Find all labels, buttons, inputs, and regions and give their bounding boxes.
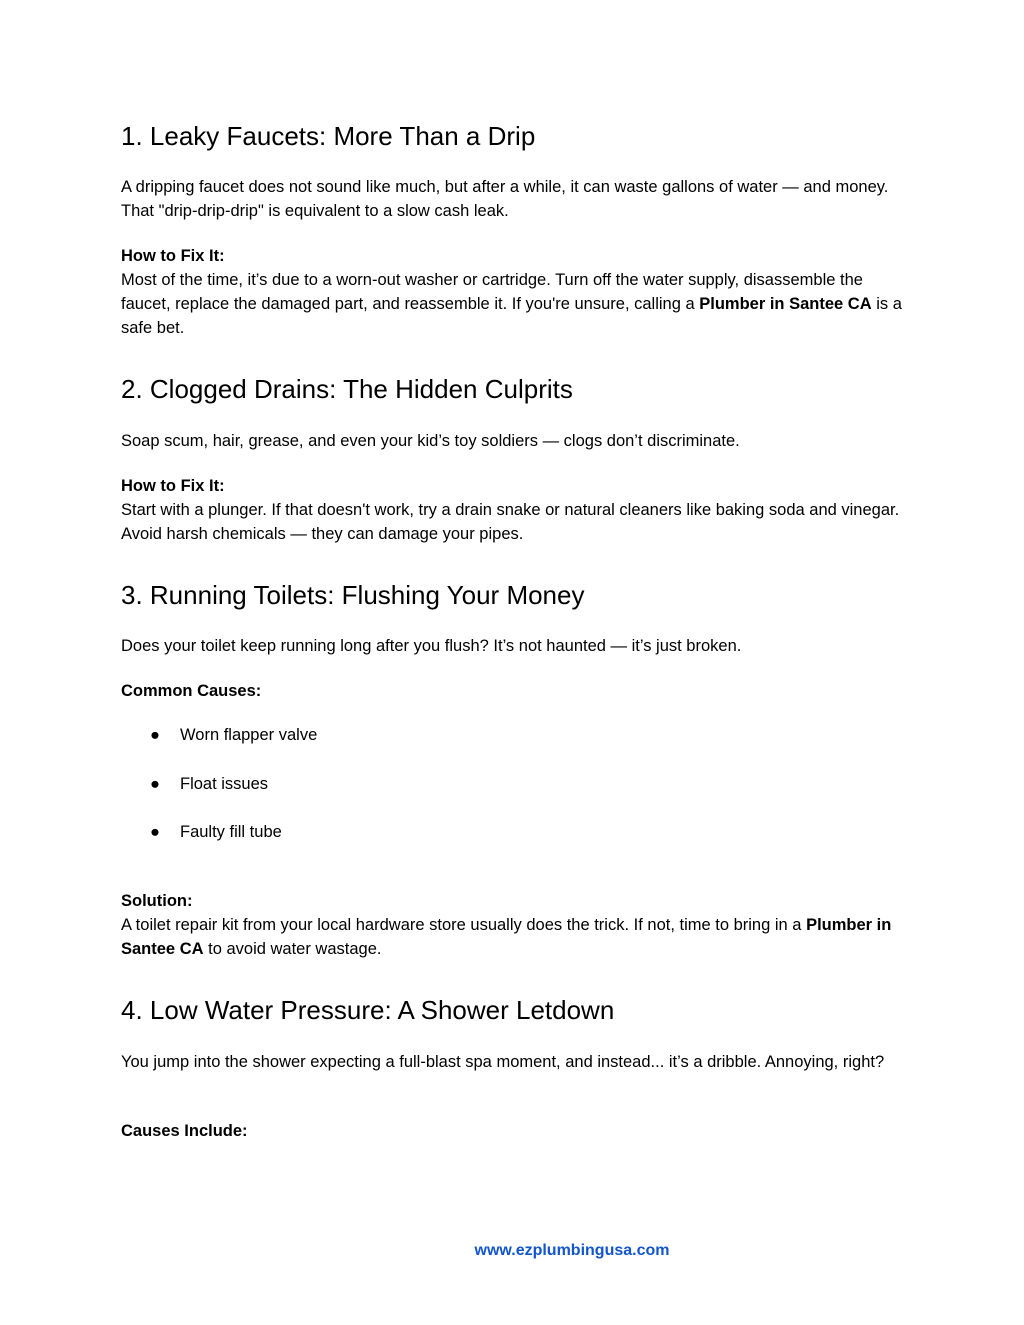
list-item-text: Float issues xyxy=(180,775,269,793)
section-4-heading: 4. Low Water Pressure: A Shower Letdown xyxy=(121,995,615,1025)
section-1-body-tail: is a safe bet. xyxy=(121,295,902,337)
list-item xyxy=(150,772,268,796)
section-1-body xyxy=(121,268,911,340)
section-3-label: Common Causes: xyxy=(121,682,262,700)
section-2-heading: 2. Clogged Drains: The Hidden Culprits xyxy=(121,374,573,404)
section-1-body-bold: Plumber in Santee CA xyxy=(699,295,872,313)
bullet-icon: ● xyxy=(150,775,160,793)
section-2-label: How to Fix It: xyxy=(121,477,225,495)
section-4-intro: You jump into the shower expecting a full-blast spa moment, and instead... it’s a dribble. Annoying, right? xyxy=(121,1053,885,1071)
section-1-heading: 1. Leaky Faucets: More Than a Drip xyxy=(121,121,536,151)
section-1-intro: A dripping faucet does not sound like much, but after a while, it can waste gallons of water — and money. That "drip-drip-drip" is equivalent to a slow cash leak. xyxy=(121,178,889,220)
section-3-solution-label: Solution: xyxy=(121,892,193,910)
list-item-text: Faulty fill tube xyxy=(180,823,282,841)
section-3-body-text: A toilet repair kit from your local hardware store usually does the trick. If not, time to bring in a xyxy=(121,916,807,934)
list-item xyxy=(150,820,282,844)
section-3-heading: 3. Running Toilets: Flushing Your Money xyxy=(121,580,585,610)
section-4-label: Causes Include: xyxy=(121,1122,248,1140)
section-3-solution-body xyxy=(121,913,911,961)
section-2-body: Start with a plunger. If that doesn't work, try a drain snake or natural cleaners like baking soda and vinegar. Avoid harsh chemicals — they can damage your pipes. xyxy=(121,501,900,543)
section-3-body-tail: to avoid water wastage. xyxy=(203,940,382,958)
list-item xyxy=(150,723,317,747)
section-1-label: How to Fix It: xyxy=(121,247,225,265)
bullet-icon: ● xyxy=(150,726,160,744)
footer-website-link[interactable]: www.ezplumbingusa.com xyxy=(474,1242,670,1259)
section-3-body-bold: Plumber in Santee CA xyxy=(121,916,892,958)
section-1-body-text: Most of the time, it’s due to a worn-out washer or cartridge. Turn off the water supply, disassemble the faucet, replace the damaged part, and reassemble it. If you're unsure, calling a xyxy=(121,271,863,313)
list-item-text: Worn flapper valve xyxy=(180,726,318,744)
bullet-icon: ● xyxy=(150,823,160,841)
section-3-intro: Does your toilet keep running long after you flush? It’s not haunted — it’s just broken. xyxy=(121,637,742,655)
section-2-intro: Soap scum, hair, grease, and even your kid’s toy soldiers — clogs don’t discriminate. xyxy=(121,432,740,450)
